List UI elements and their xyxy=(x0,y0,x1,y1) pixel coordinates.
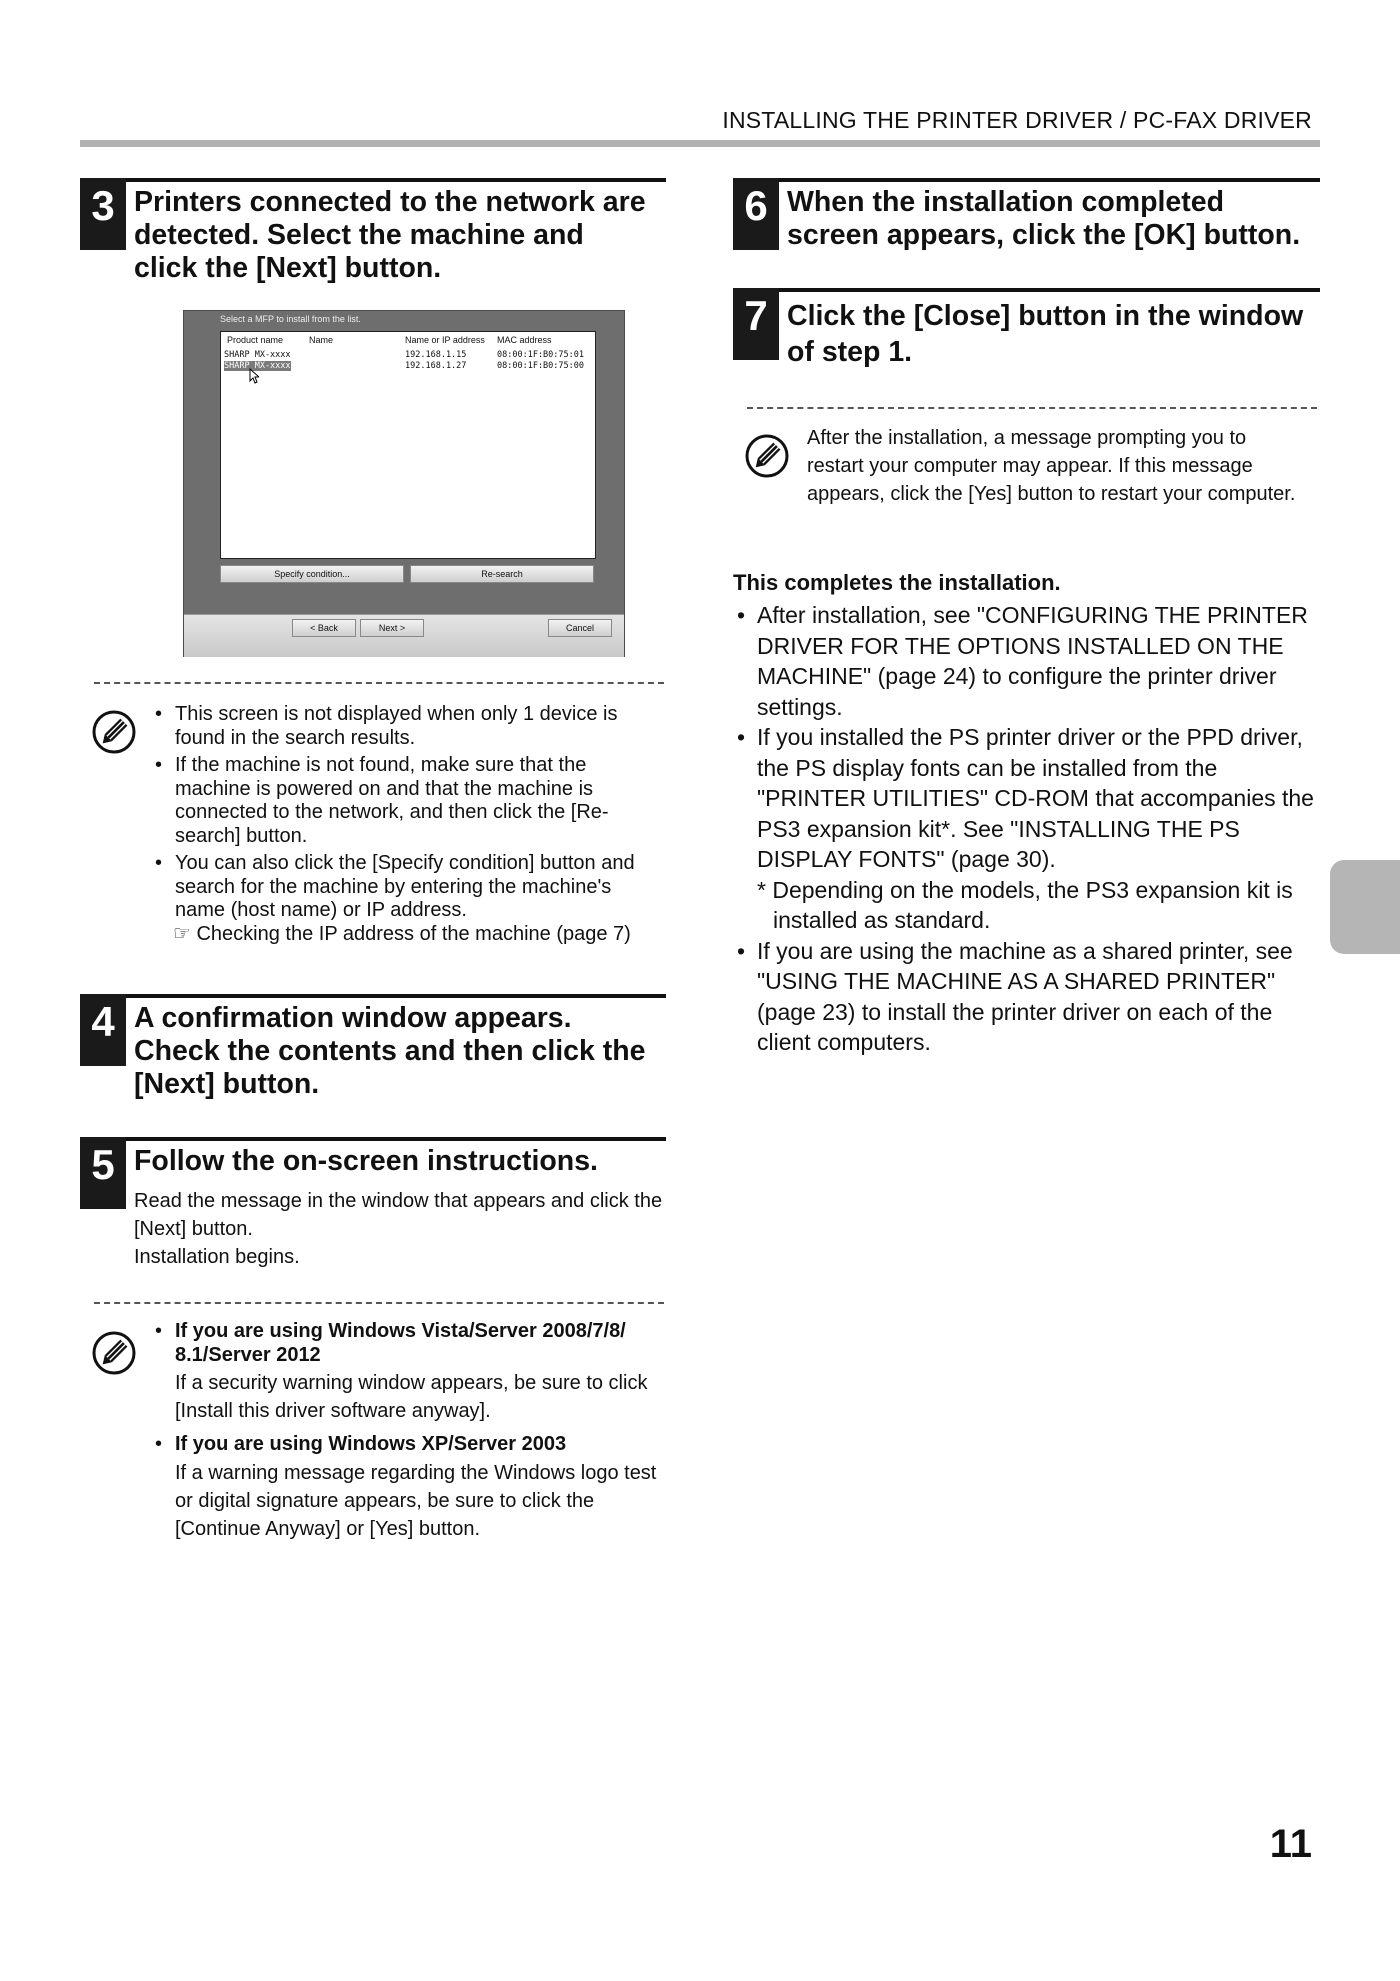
step-title: When the installation completed screen appears, click the [OK] button. xyxy=(787,186,1301,251)
completion-text: If you are using the machine as a shared printer, see "USING THE MACHINE AS A SHARED PRINTER" (page 23) to install the printer driver on each of the client computers. xyxy=(757,937,1293,1055)
completion-text: If you installed the PS printer driver or the PPD driver, the PS display fonts can be installed from the "PRINTER UTILITIES" CD-ROM that accompanies the PS3 expansion kit*. See "INSTALLING THE PS DISPLAY FONTS" (page 30). xyxy=(757,724,1314,872)
note-divider xyxy=(94,682,664,684)
note-pencil-icon xyxy=(91,709,137,755)
step-3 xyxy=(80,178,666,284)
step-7 xyxy=(733,288,1320,368)
ip-cell: 192.168.1.27 xyxy=(405,361,467,371)
re-search-button: Re-search xyxy=(410,565,594,583)
mouse-cursor-icon xyxy=(249,368,259,384)
step-number: 3 xyxy=(80,178,126,250)
page-reference: ☞ Checking the IP address of the machine (page 7) xyxy=(173,922,631,945)
back-button: < Back xyxy=(292,619,356,637)
note-text: If a warning message regarding the Windows logo test or digital signature appears, be sure to click the [Continue Anyway] or [Yes] button. xyxy=(175,1461,657,1540)
step-title: A confirmation window appears. Check the contents and then click the [Next] button. xyxy=(134,1002,646,1100)
note-text: After the installation, a message prompting you to restart your computer may appear. If this message appears, click the [Yes] button to restart your computer. xyxy=(807,427,1296,505)
ip-cell: 192.168.1.15 xyxy=(405,350,467,360)
mac-cell: 08:00:1F:B0:75:01 xyxy=(497,350,584,360)
note-divider xyxy=(94,1302,664,1304)
mac-cell: 08:00:1F:B0:75:00 xyxy=(497,361,584,371)
product-cell: SHARP MX-xxxx xyxy=(224,350,291,360)
step-title: Follow the on-screen instructions. xyxy=(134,1145,598,1177)
running-header: INSTALLING THE PRINTER DRIVER / PC-FAX DRIVER xyxy=(722,107,1312,133)
note-pencil-icon xyxy=(744,433,790,479)
next-button: Next > xyxy=(360,619,424,637)
completion-item xyxy=(737,722,1327,936)
step-title: Click the [Close] button in the window of step 1. xyxy=(787,300,1304,368)
list-header xyxy=(221,335,595,347)
step-number: 6 xyxy=(733,178,779,250)
note-list xyxy=(155,703,665,950)
step-title: Printers connected to the network are detected. Select the machine and click the [Next] button. xyxy=(134,186,646,284)
footnote: * Depending on the models, the PS3 expansion kit is installed as standard. xyxy=(757,876,1293,933)
step-number: 7 xyxy=(733,288,779,360)
step-5-body xyxy=(134,1187,664,1271)
note-text: If the machine is not found, make sure that the machine is powered on and that the machine is connected to the network, and then click the [Re-search] button. xyxy=(175,754,609,847)
page-number: 11 xyxy=(1269,1822,1312,1866)
note-item xyxy=(155,1433,665,1543)
note-text: You can also click the [Specify condition] button and search for the machine by entering the machine's name (host name) or IP address. xyxy=(175,852,635,921)
specify-condition-button: Specify condition... xyxy=(220,565,404,583)
printer-row-selected xyxy=(221,361,595,373)
step-6 xyxy=(733,178,1320,251)
note-item xyxy=(155,1320,665,1425)
body-text: Read the message in the window that appears and click the [Next] button. xyxy=(134,1190,663,1240)
note-heading: • If you are using Windows Vista/Server 2008/7/8/ 8.1/Server 2012 xyxy=(175,1320,626,1366)
note-pencil-icon xyxy=(91,1330,137,1376)
note-heading: • If you are using Windows XP/Server 2003 xyxy=(175,1433,567,1455)
note-text: This screen is not displayed when only 1 device is found in the search results. xyxy=(175,703,618,749)
column-header: Name or IP address xyxy=(405,335,485,345)
step-number: 4 xyxy=(80,994,126,1066)
note-text: If a security warning window appears, be sure to click [Install this driver software anyway]. xyxy=(175,1372,648,1422)
body-text: Installation begins. xyxy=(134,1246,300,1268)
chapter-side-tab xyxy=(1330,860,1400,954)
completion-item xyxy=(737,936,1327,1058)
step-5 xyxy=(80,1137,666,1188)
column-header: Name xyxy=(309,335,334,345)
dialog-caption: Select a MFP to install from the list. xyxy=(220,314,361,324)
product-cell: SHARP MX-xxxx xyxy=(224,361,291,371)
cancel-button: Cancel xyxy=(548,619,612,637)
completion-text: After installation, see "CONFIGURING THE PRINTER DRIVER FOR THE OPTIONS INSTALLED ON THE MACHINE" (page 24) to configure the printer driver settings. xyxy=(757,602,1308,720)
column-header: Product name xyxy=(227,335,284,345)
note-item xyxy=(155,703,665,750)
installer-dialog-screenshot xyxy=(183,310,625,657)
dialog-button-bar xyxy=(184,614,624,657)
column-header: MAC address xyxy=(497,335,552,345)
note-item xyxy=(155,754,665,848)
note-divider xyxy=(747,407,1317,409)
completion-heading: This completes the installation. xyxy=(733,570,1061,595)
completion-item xyxy=(737,600,1327,722)
printer-list xyxy=(220,331,596,559)
step-number: 5 xyxy=(80,1137,126,1209)
completion-list xyxy=(737,600,1327,1058)
header-rule xyxy=(80,140,1320,147)
note-list xyxy=(155,1320,665,1547)
note-item xyxy=(155,852,665,946)
step-4 xyxy=(80,994,666,1100)
